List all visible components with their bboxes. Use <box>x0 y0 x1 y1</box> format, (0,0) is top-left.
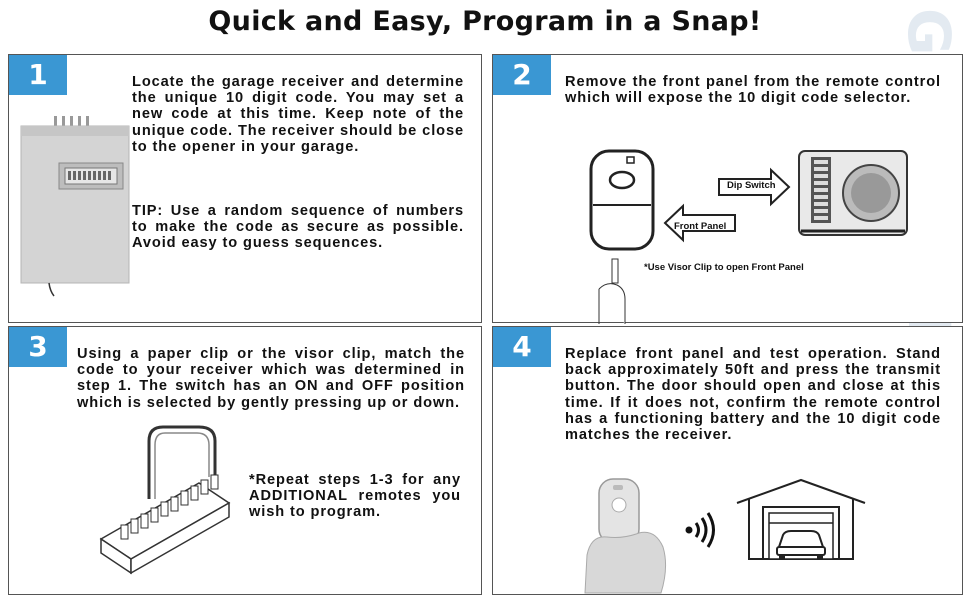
visor-clip-note: *Use Visor Clip to open Front Panel <box>644 262 804 273</box>
step-1-badge: 1 <box>9 55 67 95</box>
signal-icon <box>685 512 719 548</box>
receiver-illustration <box>19 113 134 303</box>
open-remote-illustration <box>797 149 909 237</box>
garage-icon <box>735 477 867 561</box>
remote-illustration <box>585 149 655 324</box>
hand-remote-illustration <box>577 475 673 593</box>
step-2-badge: 2 <box>493 55 551 95</box>
front-panel-label: Front Panel <box>674 221 727 232</box>
dip-switch-label: Dip Switch <box>727 180 776 191</box>
step-4-badge: 4 <box>493 327 551 367</box>
step-3-text: Using a paper clip or the visor clip, match the code to your receiver which was determined in step 1. The switch has an ON and OFF position which is selected by gently pressing up or down. <box>77 346 465 411</box>
step-3-badge: 3 <box>9 327 67 367</box>
step-2-text: Remove the front panel from the remote control which will expose the 10 digit code selector. <box>565 74 941 107</box>
repeat-note: *Repeat steps 1-3 for any ADDITIONAL remotes you wish to program. <box>249 472 461 521</box>
page-title: Quick and Easy, Program in a Snap! <box>208 6 762 37</box>
step-3-panel <box>8 326 482 595</box>
step-4-text: Replace front panel and test operation. Stand back approximately 50ft and press the transmit button. The door should open and close at this time. If it does not, confirm the remote control has a functioning battery and the 10 digit code matches the receiver. <box>565 346 941 444</box>
step-1-tip: TIP: Use a random sequence of numbers to make the code as secure as possible. Avoid easy to guess sequences. <box>132 203 464 252</box>
step-4-panel <box>492 326 963 595</box>
step-1-panel <box>8 54 482 323</box>
paperclip-dip-illustration <box>99 421 239 581</box>
step-1-text: Locate the garage receiver and determine the unique 10 digit code. You may set a new code at this time. Keep note of the unique code. The receiver should be close to the opener in your garage. <box>132 74 464 155</box>
step-2-panel <box>492 54 963 323</box>
